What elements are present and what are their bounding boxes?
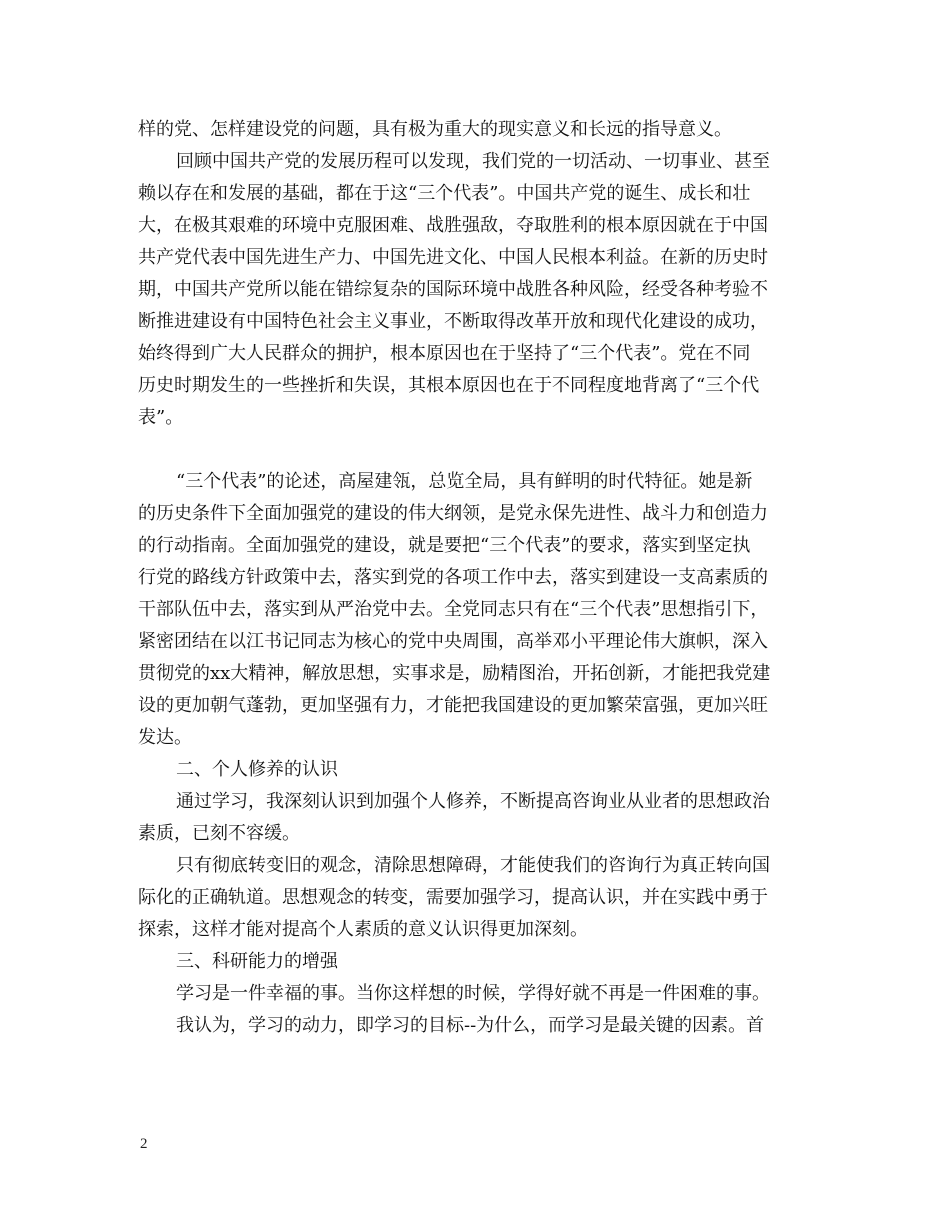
- text-line: 断推进建设有中国特色社会主义事业，不断取得改革开放和现代化建设的成功，: [138, 311, 768, 332]
- section-heading: [138, 946, 818, 978]
- paragraph: [138, 850, 818, 946]
- text-line: 期，中国共产党所以能在错综复杂的国际环境中战胜各种风险，经受各种考验不: [138, 279, 768, 300]
- text-line: 的历史条件下全面加强党的建设的伟大纲领，是党永保先进性、战斗力和创造力: [138, 503, 768, 524]
- paragraph: [138, 114, 818, 146]
- text-line: 素质，已刻不容缓。: [138, 823, 300, 844]
- heading-text: 二、个人修养的认识: [176, 759, 338, 780]
- text-line: 探索，这样才能对提高个人素质的意义认识得更加深刻。: [138, 919, 588, 940]
- text-line: 历史时期发生的一些挫折和失误，其根本原因也在于不同程度地背离了“三个代: [138, 375, 760, 396]
- section-heading: [138, 754, 818, 786]
- text-line: 紧密团结在以江书记同志为核心的党中央周围，高举邓小平理论伟大旗帜，深入: [138, 631, 768, 652]
- text-line: 共产党代表中国先进生产力、中国先进文化、中国人民根本利益。在新的历史时: [138, 247, 768, 268]
- text-line: 际化的正确轨道。思想观念的转变，需要加强学习，提高认识，并在实践中勇于: [138, 887, 768, 908]
- text-line: “三个代表”的论述，高屋建瓴，总览全局，具有鲜明的时代特征。她是新: [176, 471, 753, 492]
- text-line: 干部队伍中去，落实到从严治党中去。全党同志只有在“三个代表”思想指引下，: [138, 599, 769, 620]
- text-line: 行党的路线方针政策中去，落实到党的各项工作中去，落实到建设一支高素质的: [138, 567, 768, 588]
- text-line: 回顾中国共产党的发展历程可以发现，我们党的一切活动、一切事业、甚至: [176, 151, 770, 172]
- text-line: 始终得到广大人民群众的拥护，根本原因也在于坚持了“三个代表”。党在不同: [138, 343, 751, 364]
- text-line: 表”。: [138, 407, 184, 428]
- text-line: 学习是一件幸福的事。当你这样想的时候，学得好就不再是一件困难的事。: [176, 983, 770, 1004]
- text-line: 大，在极其艰难的环境中克服困难、战胜强敌，夺取胜利的根本原因就在于中国: [138, 215, 768, 236]
- text-line: 的行动指南。全面加强党的建设，就是要把“三个代表”的要求，落实到坚定执: [138, 535, 751, 556]
- page-number: 2: [140, 1136, 148, 1152]
- paragraph: [138, 466, 818, 754]
- paragraph: [138, 146, 818, 434]
- text-line: 我认为，学习的动力，即学习的目标--为什么，而学习是最关键的因素。首: [176, 1015, 765, 1036]
- text-line: 通过学习，我深刻认识到加强个人修养，不断提高咨询业从业者的思想政治: [176, 791, 770, 812]
- paragraph: [138, 978, 818, 1010]
- text-line: 只有彻底转变旧的观念，清除思想障碍，才能使我们的咨询行为真正转向国: [176, 855, 770, 876]
- text-line: 赖以存在和发展的基础，都在于这“三个代表”。中国共产党的诞生、成长和壮: [138, 183, 751, 204]
- paragraph: [138, 786, 818, 850]
- heading-text: 三、科研能力的增强: [176, 951, 338, 972]
- text-line: 发达。: [138, 727, 192, 748]
- text-line: 样的党、怎样建设党的问题，具有极为重大的现实意义和长远的指导意义。: [138, 119, 732, 140]
- text-line: 设的更加朝气蓬勃，更加坚强有力，才能把我国建设的更加繁荣富强，更加兴旺: [138, 695, 768, 716]
- text-line: 贯彻党的xx大精神，解放思想，实事求是，励精图治，开拓创新，才能把我党建: [138, 663, 771, 684]
- paragraph: [138, 1010, 818, 1042]
